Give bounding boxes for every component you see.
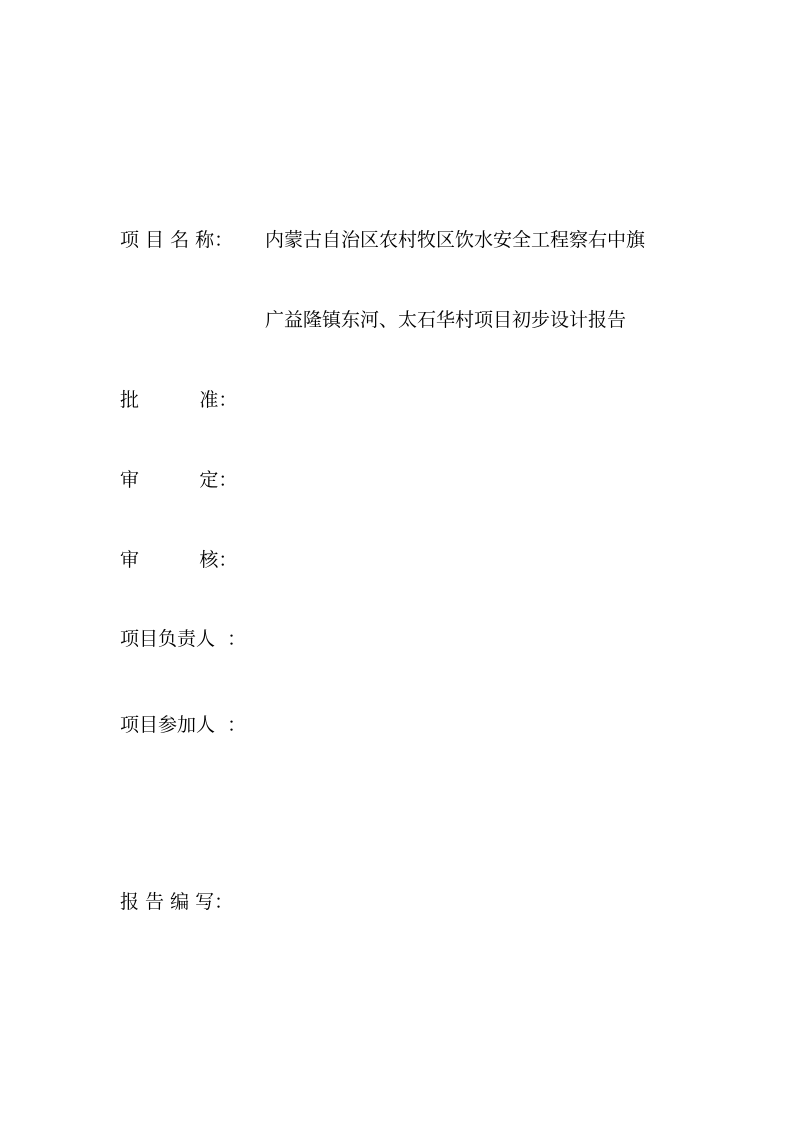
project-name-line-1: 内蒙古自治区农村牧区饮水安全工程察右中旗 — [265, 229, 646, 251]
check-label: 审 核： — [120, 549, 238, 571]
project-name-label: 项 目 名 称： — [120, 229, 234, 251]
approve-label: 批 准： — [120, 389, 238, 411]
project-name-line-2: 广益隆镇东河、太石华村项目初步设计报告 — [265, 309, 627, 331]
project-member-label: 项目参加人 ： — [120, 714, 247, 736]
verify-label: 审 定： — [120, 469, 238, 491]
project-lead-label: 项目负责人 ： — [120, 628, 247, 650]
report-writer-label: 报 告 编 写： — [120, 891, 234, 913]
